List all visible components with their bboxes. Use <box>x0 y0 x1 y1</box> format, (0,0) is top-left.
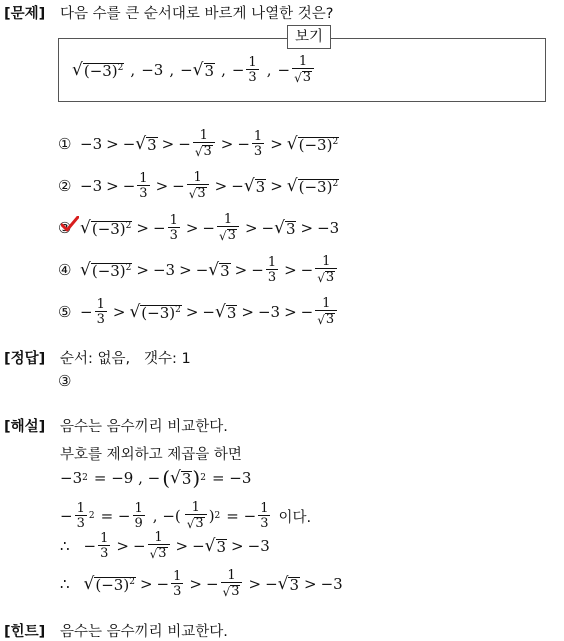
hint-text: 음수는 음수끼리 비교한다. <box>60 624 228 640</box>
explanation-line-5: ∴ − $\frac{1}{3}$ > − 1 √ 3 > − √ 3 > −3 <box>60 530 270 561</box>
explanation-line-3: −3 2 = −9 , − ( √ 3 ) 2 = −3 <box>60 466 252 490</box>
explanation-line-2: 부호를 제외하고 제곱을 하면 <box>60 447 242 463</box>
choice-2[interactable]: ② −3 > − $\frac{1}{3}$ > − 1 √ 3 > − √ 3 > √ $(-3)^2$ <box>58 170 339 201</box>
sqrt-item: √ $(-3)^2$ <box>72 59 124 80</box>
choice-4[interactable]: ④ √ $(-3)^2$ > −3 > − √ 3 > − $\frac{1}{3}$ > − 1 √ 3 <box>58 252 339 288</box>
explanation-label: [해설] <box>4 419 46 435</box>
explanation-line-6: ∴ √ $(-3)^2$ > − $\frac{1}{3}$ > − 1 √ 3 > − √ 3 > −3 <box>60 568 343 599</box>
hint-label: [힌트] <box>4 624 46 640</box>
example-items: √ $(-3)^2$ , −3 , − √ 3 , − $\frac{1}{3}$ , − 1 √ 3 <box>72 52 316 88</box>
answer-label: [정답] <box>4 351 46 367</box>
example-box-title: 보기 <box>287 25 331 49</box>
choice-5[interactable]: ⑤ − $\frac{1}{3}$ > √ $(-3)^2$ > − √ 3 > −3 > − 1 √ 3 <box>58 294 339 330</box>
question-text: 다음 수를 큰 순서대로 바르게 나열한 것은? <box>60 6 334 22</box>
checkmark-icon <box>61 216 79 232</box>
problem-label: [문제] <box>4 6 46 22</box>
choice-1[interactable]: ① −3 > − √ 3 > − 1 √ 3 > − $\frac{1}{3}$ > √ $(-3)^2$ <box>58 128 339 159</box>
explanation-line-1: 음수는 음수끼리 비교한다. <box>60 419 228 435</box>
answer-mark: ③ <box>58 372 72 390</box>
explanation-line-4: − $\frac{1}{3}$ 2 = − $\frac{1}{9}$ , −( 1 √ 3 ) 2 = − $\frac{1}{3}$ 이다. <box>60 500 312 531</box>
choice-3[interactable]: ③ √ $(-3)^2$ > − $\frac{1}{3}$ > − 1 √ 3 > − √ 3 > −3 <box>58 212 340 243</box>
answer-text: 순서: 없음, 갯수: 1 <box>60 351 191 367</box>
